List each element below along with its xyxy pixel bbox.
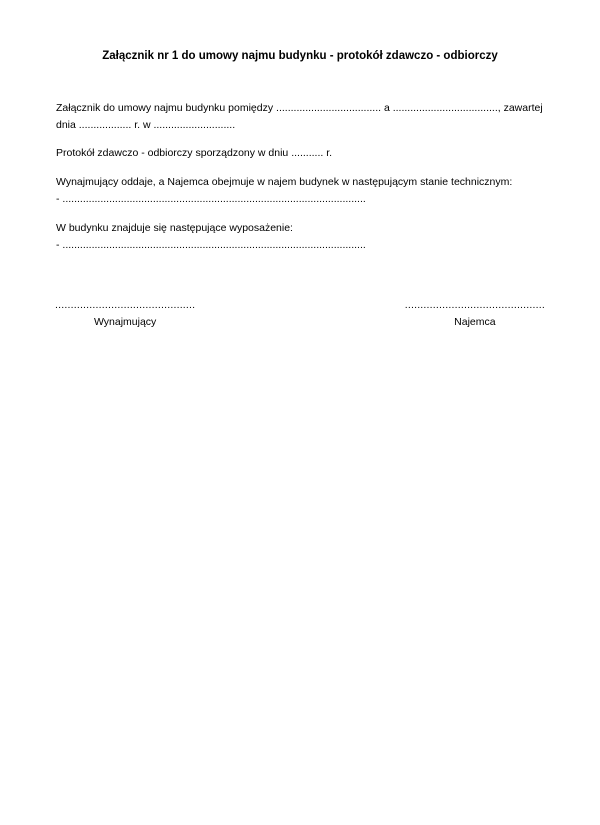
intro-line-1: Załącznik do umowy najmu budynku pomiędzy .................................... a ...................................., zawartej bbox=[56, 102, 543, 114]
signature-line-landlord: ............................................. bbox=[55, 299, 196, 311]
signature-section bbox=[55, 297, 545, 331]
document-title: Załącznik nr 1 do umowy najmu budynku - protokół zdawczo - odbiorczy bbox=[102, 50, 498, 62]
protocol-date-line: Protokół zdawczo - odbiorczy sporządzony w dniu ........... r. bbox=[56, 147, 333, 159]
intro-paragraph bbox=[56, 100, 543, 134]
technical-state-blank-line: - ........................................................................................................ bbox=[56, 193, 366, 205]
signature-tenant bbox=[405, 297, 545, 331]
technical-state-paragraph bbox=[56, 174, 512, 208]
technical-state-text: Wynajmujący oddaje, a Najemca obejmuje w najem budynek w następującym stanie technicznym: bbox=[56, 176, 513, 188]
equipment-blank-line: - ........................................................................................................ bbox=[56, 239, 366, 251]
intro-line-2: dnia .................. r. w ............................ bbox=[56, 119, 236, 131]
signature-landlord bbox=[55, 297, 195, 331]
equipment-paragraph bbox=[56, 220, 366, 254]
equipment-text: W budynku znajduje się następujące wyposażenie: bbox=[56, 222, 293, 234]
signature-label-landlord: Wynajmujący bbox=[93, 316, 157, 328]
signature-line-tenant: ............................................. bbox=[404, 299, 545, 311]
signature-label-tenant: Najemca bbox=[454, 316, 496, 328]
